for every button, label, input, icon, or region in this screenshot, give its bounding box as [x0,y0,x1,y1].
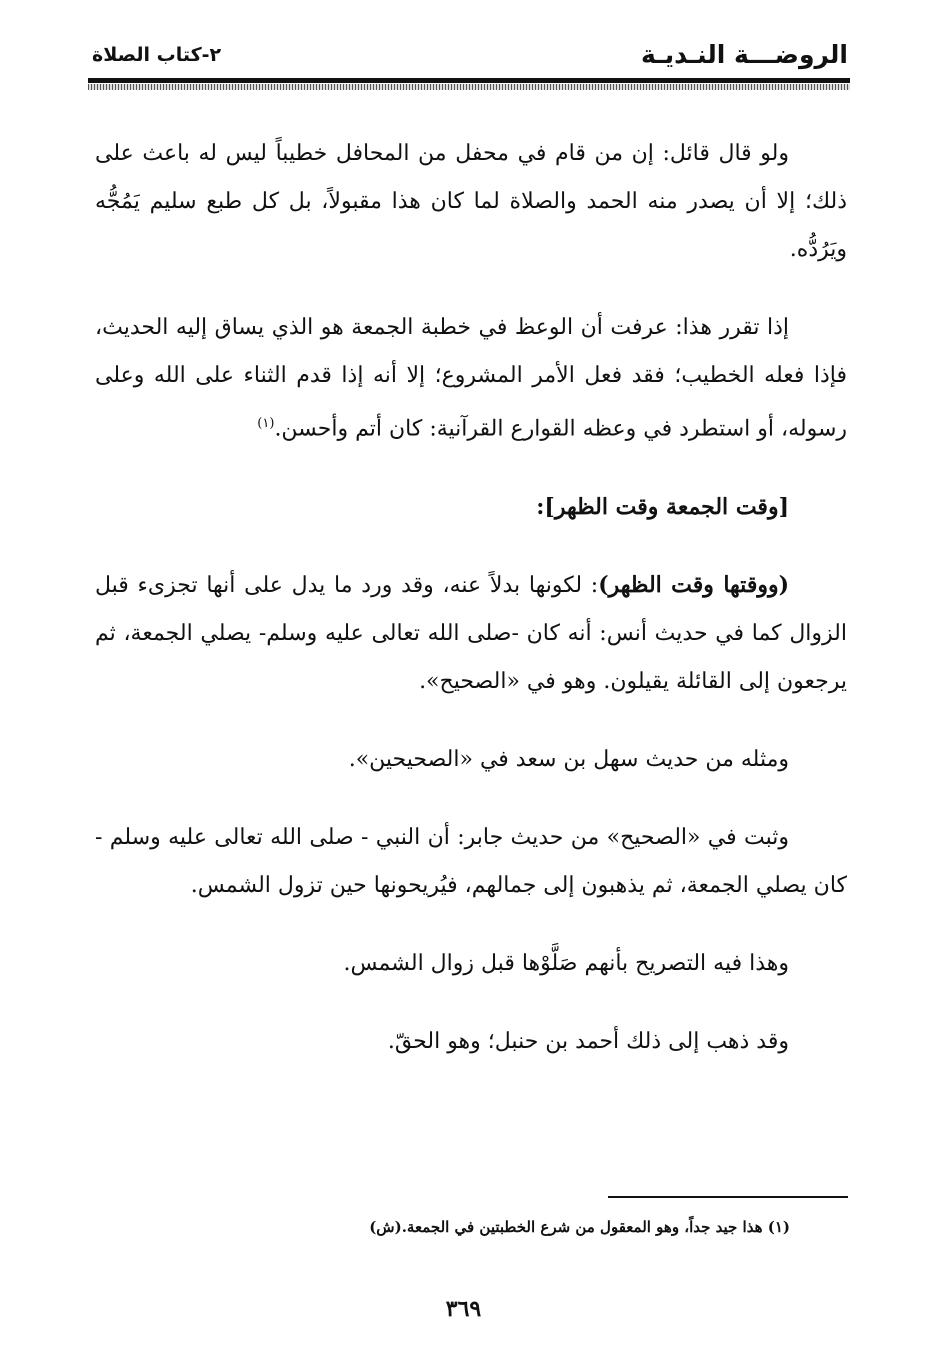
paragraph [95,304,847,453]
paragraph [95,561,847,706]
paragraph: وقد ذهب إلى ذلك أحمد بن حنبل؛ وهو الحقّ. [387,1029,789,1055]
footnote: (١) هذا جيد جداً، وهو المعقول من شرع الخطبتين في الجمعة.(ش) [369,1218,790,1236]
footnote-marker: (١) [257,416,275,431]
book-title: الروضـــة النـديـة [641,40,848,69]
paragraph: وثبت في «الصحيح» من حديث جابر: أن النبي - صلى الله تعالى عليه وسلم - كان يصلي الجمعة، ثم يذهبون إلى جمالهم، فيُريحونها حين تزول الشمس. [95,825,847,899]
section-heading: [وقت الجمعة وقت الظهر]: [536,494,789,521]
page-body [95,130,847,1096]
header-rule [88,78,850,83]
paragraph-text: إذا تقرر هذا: عرفت أن الوعظ في خطبة الجمعة هو الذي يساق إليه الحديث، فإذا فعله الخطيب؛ فقد فعل الأمر المشروع؛ إلا أنه إذا قدم الثناء على الله وعلى رسوله، أو استطرد في وعظه القوارع القرآنية: كان أتم وأحسن. [95,315,847,442]
paragraph: وهذا فيه التصريح بأنهم صَلَّوْها قبل زوال الشمس. [343,951,789,977]
footnote-separator [608,1196,848,1198]
header-rule-hatched [88,84,850,90]
chapter-title: ٢-كتاب الصلاة [92,44,222,66]
paragraph: ولو قال قائل: إن من قام في محفل من المحافل خطيباً ليس له باعث على ذلك؛ إلا أن يصدر منه الحمد والصلاة لما كان هذا مقبولاً، بل كل طبع سليم يَمُجُّه ويَرُدُّه. [95,141,847,262]
paragraph: ومثله من حديث سهل بن سعد في «الصحيحين». [348,747,789,773]
running-header [92,40,848,74]
page-number: ٣٦٩ [445,1296,482,1322]
paragraph-text: : لكونها بدلاً عنه، وقد ورد ما يدل على أنها تجزىء قبل الزوال كما في حديث أنس: أنه كان -صلى الله تعالى عليه وسلم- يصلي الجمعة، ثم يرجعون إلى القائلة يقيلون. وهو في «الصحيح». [95,573,847,695]
bold-phrase: (ووقتها وقت الظهر) [598,572,789,599]
